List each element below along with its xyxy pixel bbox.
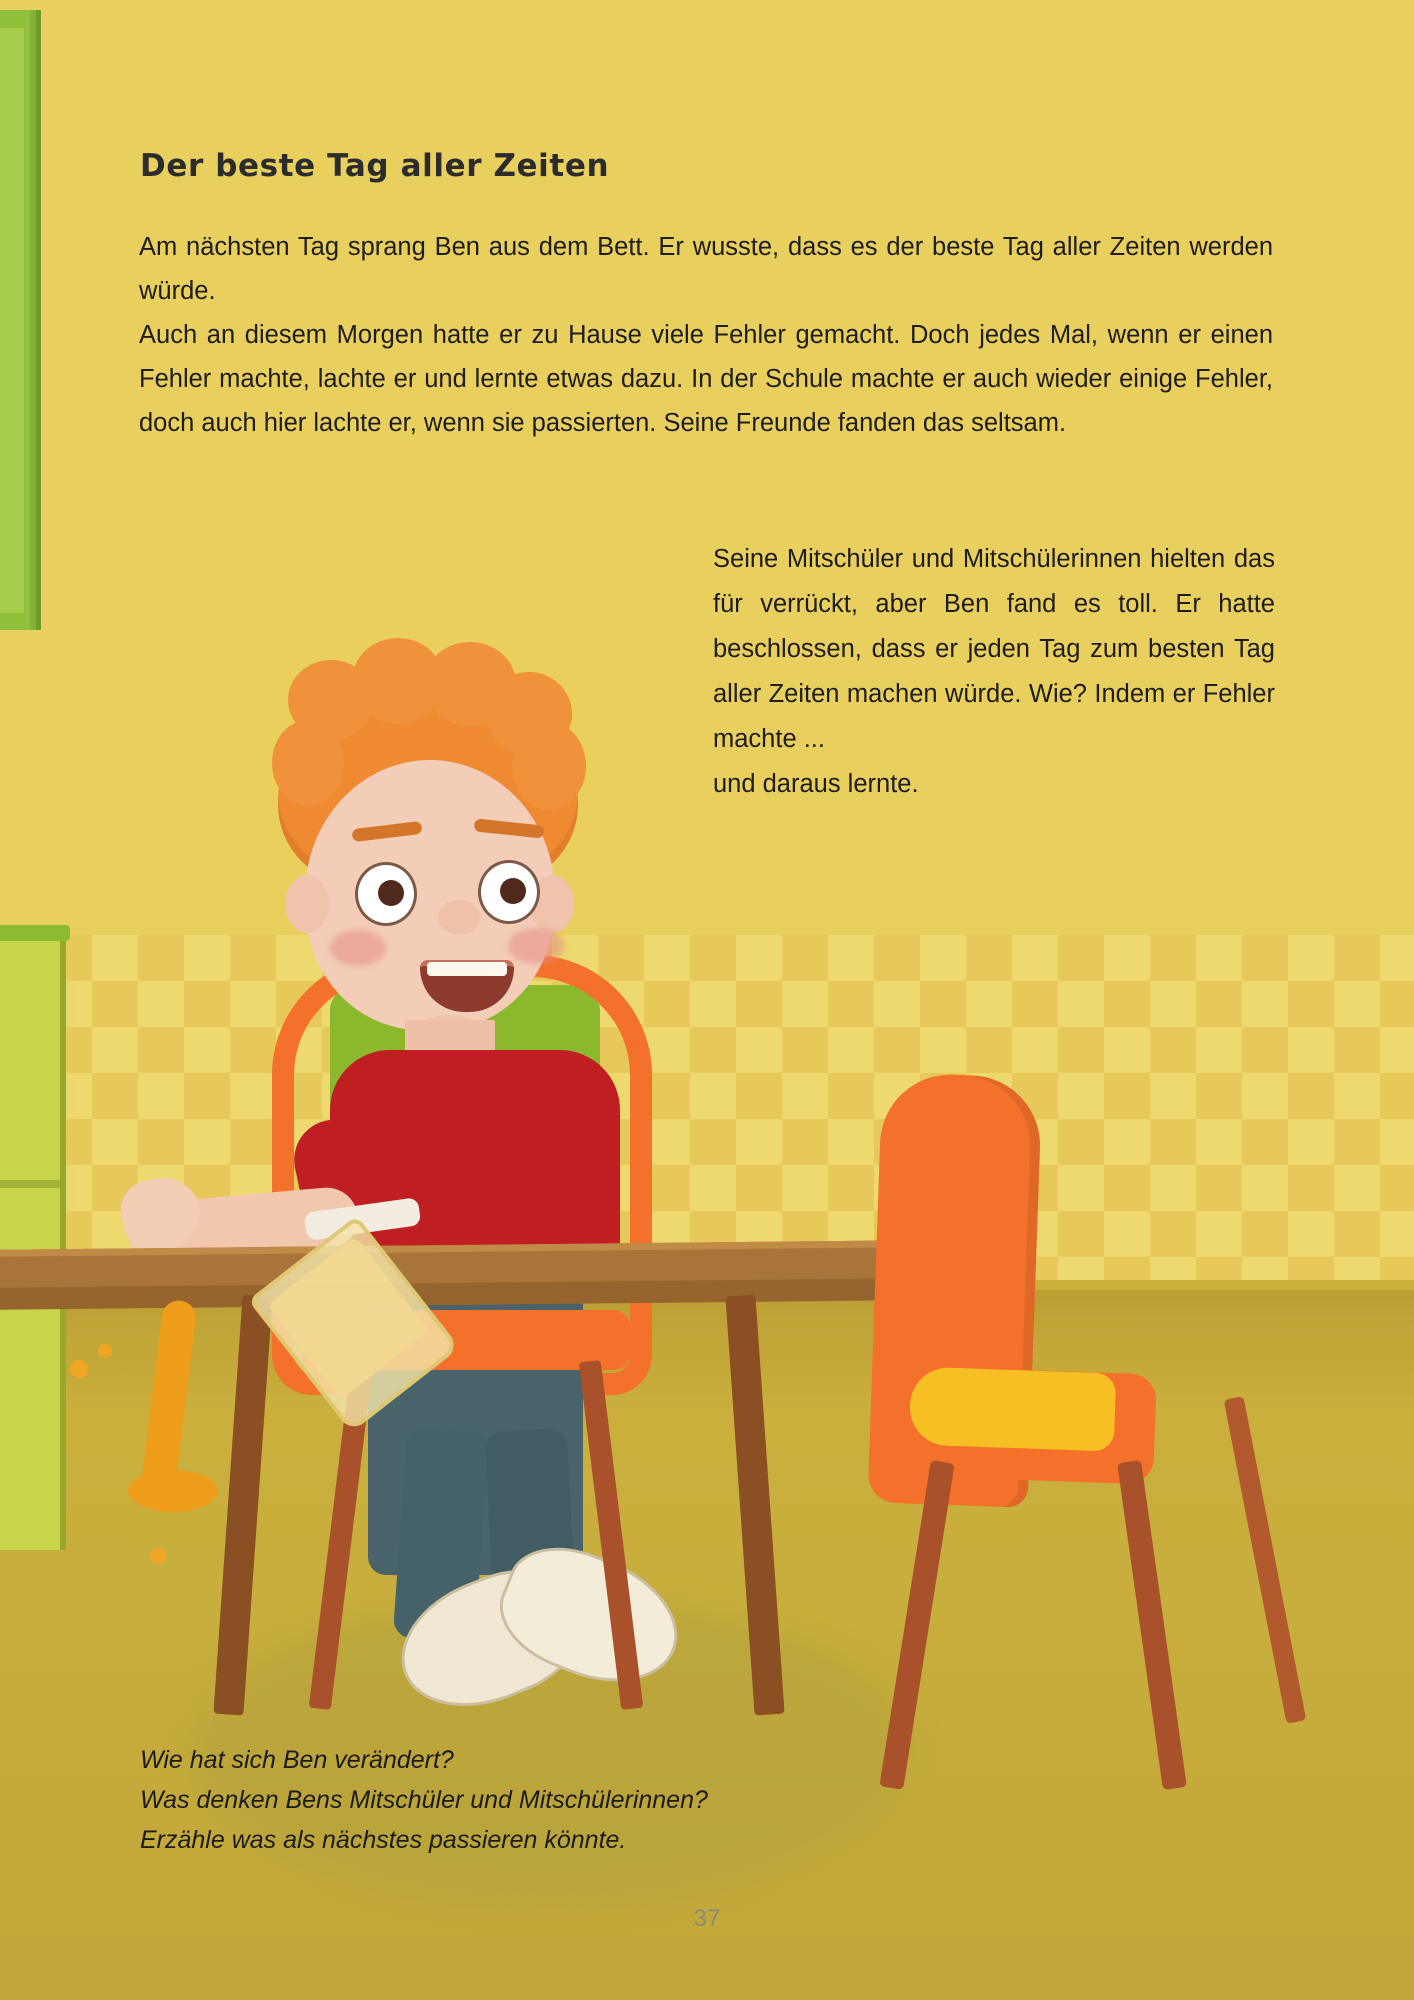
boy-cheek-left: [330, 930, 386, 966]
questions-block: [140, 1740, 1040, 1860]
paragraph: Auch an diesem Morgen hatte er zu Hause viele Fehler gemacht. Doch jedes Mal, wenn er einen Fehler machte, lachte er und lernte etwas dazu. In der Schule machte er auch wieder einige Fehler, doch auch hier lachte er, wenn sie passierten. Seine Freunde fanden das seltsam.: [139, 321, 1273, 437]
second-chair-cushion: [909, 1366, 1117, 1451]
boy-teeth: [427, 962, 507, 976]
question-item: Was denken Bens Mitschüler und Mitschülerinnen?: [140, 1786, 708, 1814]
paragraph: und daraus lernte.: [713, 770, 919, 798]
question-item: Erzähle was als nächstes passieren könnte.: [140, 1826, 627, 1854]
boy-cheek-right: [508, 928, 564, 964]
hair-curl: [272, 720, 344, 806]
boy-pupil-left: [378, 880, 404, 906]
page-title: Der beste Tag aller Zeiten: [140, 148, 610, 184]
boy-pupil-right: [500, 878, 526, 904]
question-item: Wie hat sich Ben verändert?: [140, 1746, 454, 1774]
page-number: 37: [693, 1905, 721, 1932]
juice-drop: [98, 1344, 112, 1358]
body-text-top: [139, 225, 1273, 445]
juice-pool: [128, 1470, 218, 1512]
hair-curl: [512, 722, 586, 810]
juice-drop: [70, 1360, 88, 1378]
paragraph: Seine Mitschüler und Mitschülerinnen hielten das für verrückt, aber Ben fand es toll. Er hatte beschlossen, dass er jeden Tag zum besten Tag aller Zeiten machen würde. Wie? Indem er Fehler machte ...: [713, 545, 1275, 753]
body-text-right: [713, 537, 1275, 807]
juice-drop: [150, 1548, 166, 1564]
boy-ear-left: [285, 875, 329, 933]
boy-nose: [438, 900, 480, 934]
paragraph: Am nächsten Tag sprang Ben aus dem Bett. Er wusste, dass es der beste Tag aller Zeiten werden würde.: [139, 233, 1273, 305]
